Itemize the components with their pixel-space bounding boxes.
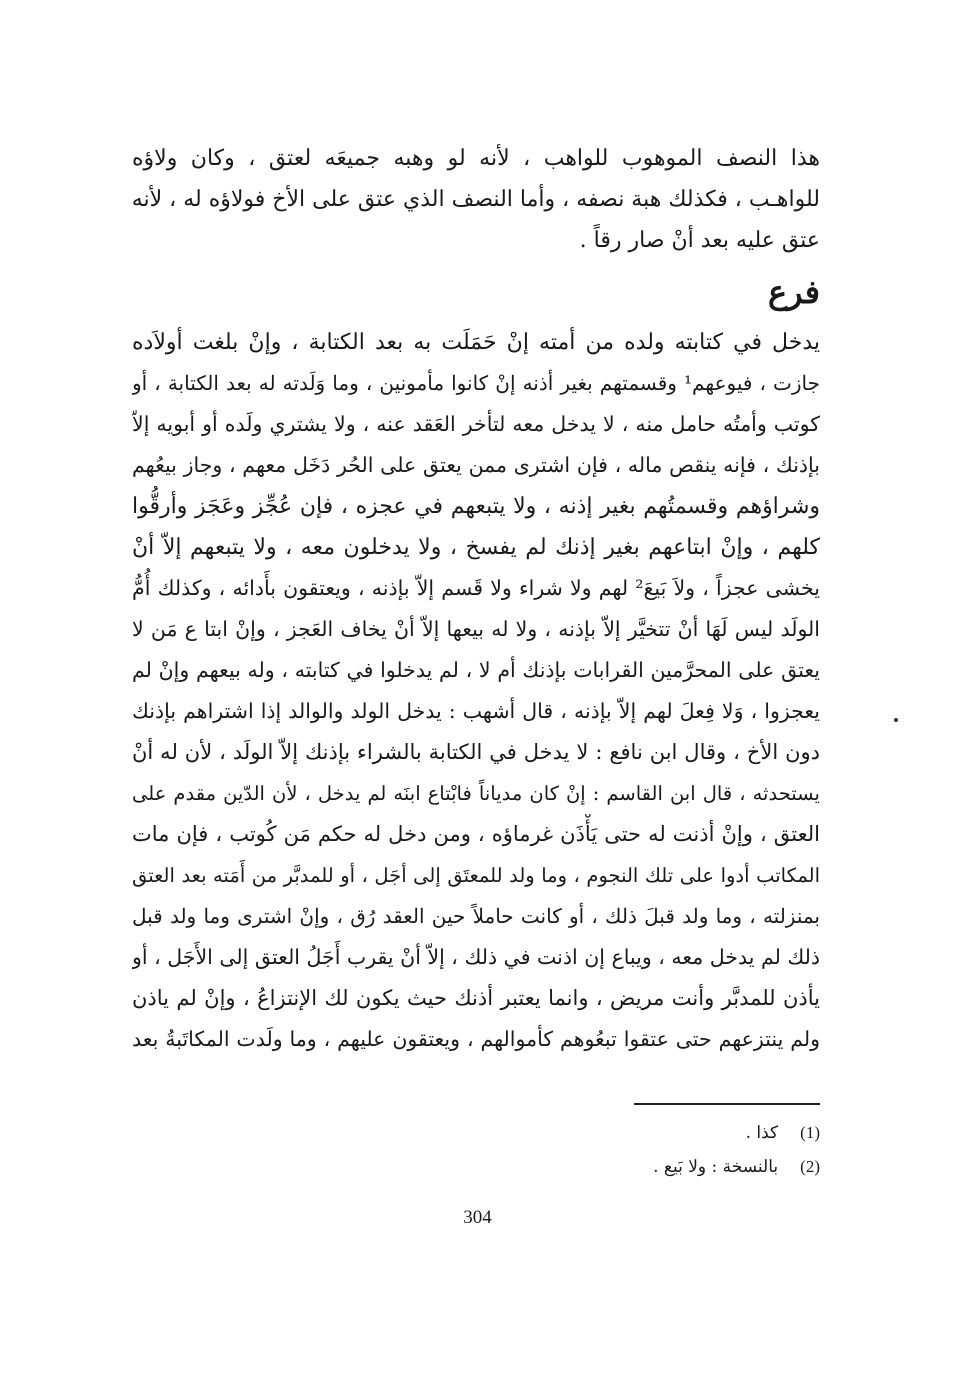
- footnote-item: [320, 1116, 820, 1150]
- text-line: ولم ينتزعهم حتى عتقوا تبعُوهم كأموالهم ، ويعتقون عليهم ، وما ولَدت المكاتَبةُ بعد: [132, 1027, 820, 1051]
- text-line: عتق عليه بعد أنْ صار رقاً .: [579, 228, 820, 253]
- text-line: بإذنك ، فإنه ينقص ماله ، فإن اشترى ممن يعتق على الحُر دَخَل معهم ، وجاز بيعُهم: [132, 453, 820, 477]
- text-line: وشراؤهم وقسمتُهم بغير إذنه ، ولا يتبعهم في عجزه ، فإن عُجِّز وعَجَز وأرقُّوا: [132, 494, 820, 519]
- footnote-number: (1): [800, 1123, 820, 1142]
- footnote-text: بالنسخة : ولا بَيع .: [653, 1157, 779, 1177]
- text-line: يعجزوا ، وَلا فِعلَ لهم إلاّ بإذنه ، قال أشهب : يدخل الولد والوالد إذا اشتراهم بإذنك: [132, 699, 820, 723]
- text-line: دون الأخ ، وقال ابن نافع : لا يدخل في الكتابة بالشراء بإذنك إلاّ الولَد ، لأن له أنْ: [132, 740, 820, 764]
- text-line: يستحدثه ، قال ابن القاسم : إنْ كان مدياناً فابْتاع ابنَه لم يدخل ، لأن الدّين مقدم على: [132, 782, 820, 805]
- footnote-text: كذا .: [745, 1123, 779, 1143]
- text-line: يأذن للمدبَّر وأنت مريض ، وانما يعتبر أذنك حيث يكون لك الإنتزاعُ ، وإنْ لم ياذن: [132, 986, 820, 1010]
- text-line: جازت ، فيوعهم¹ وقسمتهم بغير أذنه إنْ كانوا مأمونين ، وما وَلَدته له بعد الكتابة ، أو: [132, 371, 820, 395]
- footnotes: [320, 1116, 820, 1184]
- text-line: كوتب وأمتُه حامل منه ، لا يدخل معه لتأخر العَقد عنه ، ولا يشتري ولَده أو أبويه إلاّ: [132, 412, 820, 436]
- text-line: الولَد ليس لَهَا أنْ تتخيَّر إلاّ بإذنه ، ولا له بيعها إلاّ أنْ يخاف العَجز ، وإنْ ابتا ع مَن لا: [132, 617, 820, 641]
- text-line: بمنزلته ، وما ولد قبلَ ذلك ، أو كانت حاملاً حين العقد رُق ، وإنْ اشترى وما ولد قبل: [132, 904, 820, 928]
- text-line: العتق ، وإنْ أذنت له حتى يَأْذَن غرماؤه ، ومن دخل له حكم مَن كُوتب ، فإن مات: [132, 822, 820, 846]
- footnote-divider: [634, 1103, 820, 1105]
- text-line: يدخل في كتابته ولده من أمته إنْ حَمَلَت به بعد الكتابة ، وإنْ بلغت أولاَده: [132, 330, 820, 355]
- text-line: كلهم ، وإنْ ابتاعهم بغير إذنك لم يفسخ ، ولا يدخلون معه ، ولا يتبعهم إلاّ أنْ: [132, 535, 820, 560]
- text-line: للواهـب ، فكذلك هبة نصفه ، وأما النصف الذي عتق على الأخ فولاؤه له ، لأنه: [132, 187, 820, 212]
- page-number: 304: [463, 1207, 492, 1228]
- text-line: ذلك لم يدخل معه ، ويباع إن اذنت في ذلك ، إلاّ أنْ يقرب أَجَلُ العتق إلى الأَجَل ، أو: [132, 945, 820, 969]
- margin-dot: [894, 718, 898, 722]
- text-line: هذا النصف الموهوب للواهب ، لأنه لو وهبه جميعَه لعتق ، وكان ولاؤه: [132, 146, 820, 171]
- body-paragraph: [132, 322, 820, 1060]
- text-line: المكاتب أدوا على تلك النجوم ، وما ولد للمعتَق إلى أجَل ، أو للمدبَّر من أَمَته بعد العتق: [132, 864, 820, 887]
- footnote-number: (2): [800, 1157, 820, 1176]
- text-line: يخشى عجزاً ، ولاَ بَيعَ² لهم ولا شراء ولا قَسم إلاّ بإذنه ، ويعتقون بأَدائه ، وكذلك أُمُّ: [132, 576, 820, 600]
- footnote-item: [320, 1150, 820, 1184]
- section-heading: فرع: [767, 273, 820, 311]
- text-line: يعتق على المحرَّمين القرابات بإذنك أم لا ، لم يدخلوا في كتابته ، وله بيعهم وإنْ لم: [132, 658, 820, 682]
- intro-paragraph: [132, 138, 820, 261]
